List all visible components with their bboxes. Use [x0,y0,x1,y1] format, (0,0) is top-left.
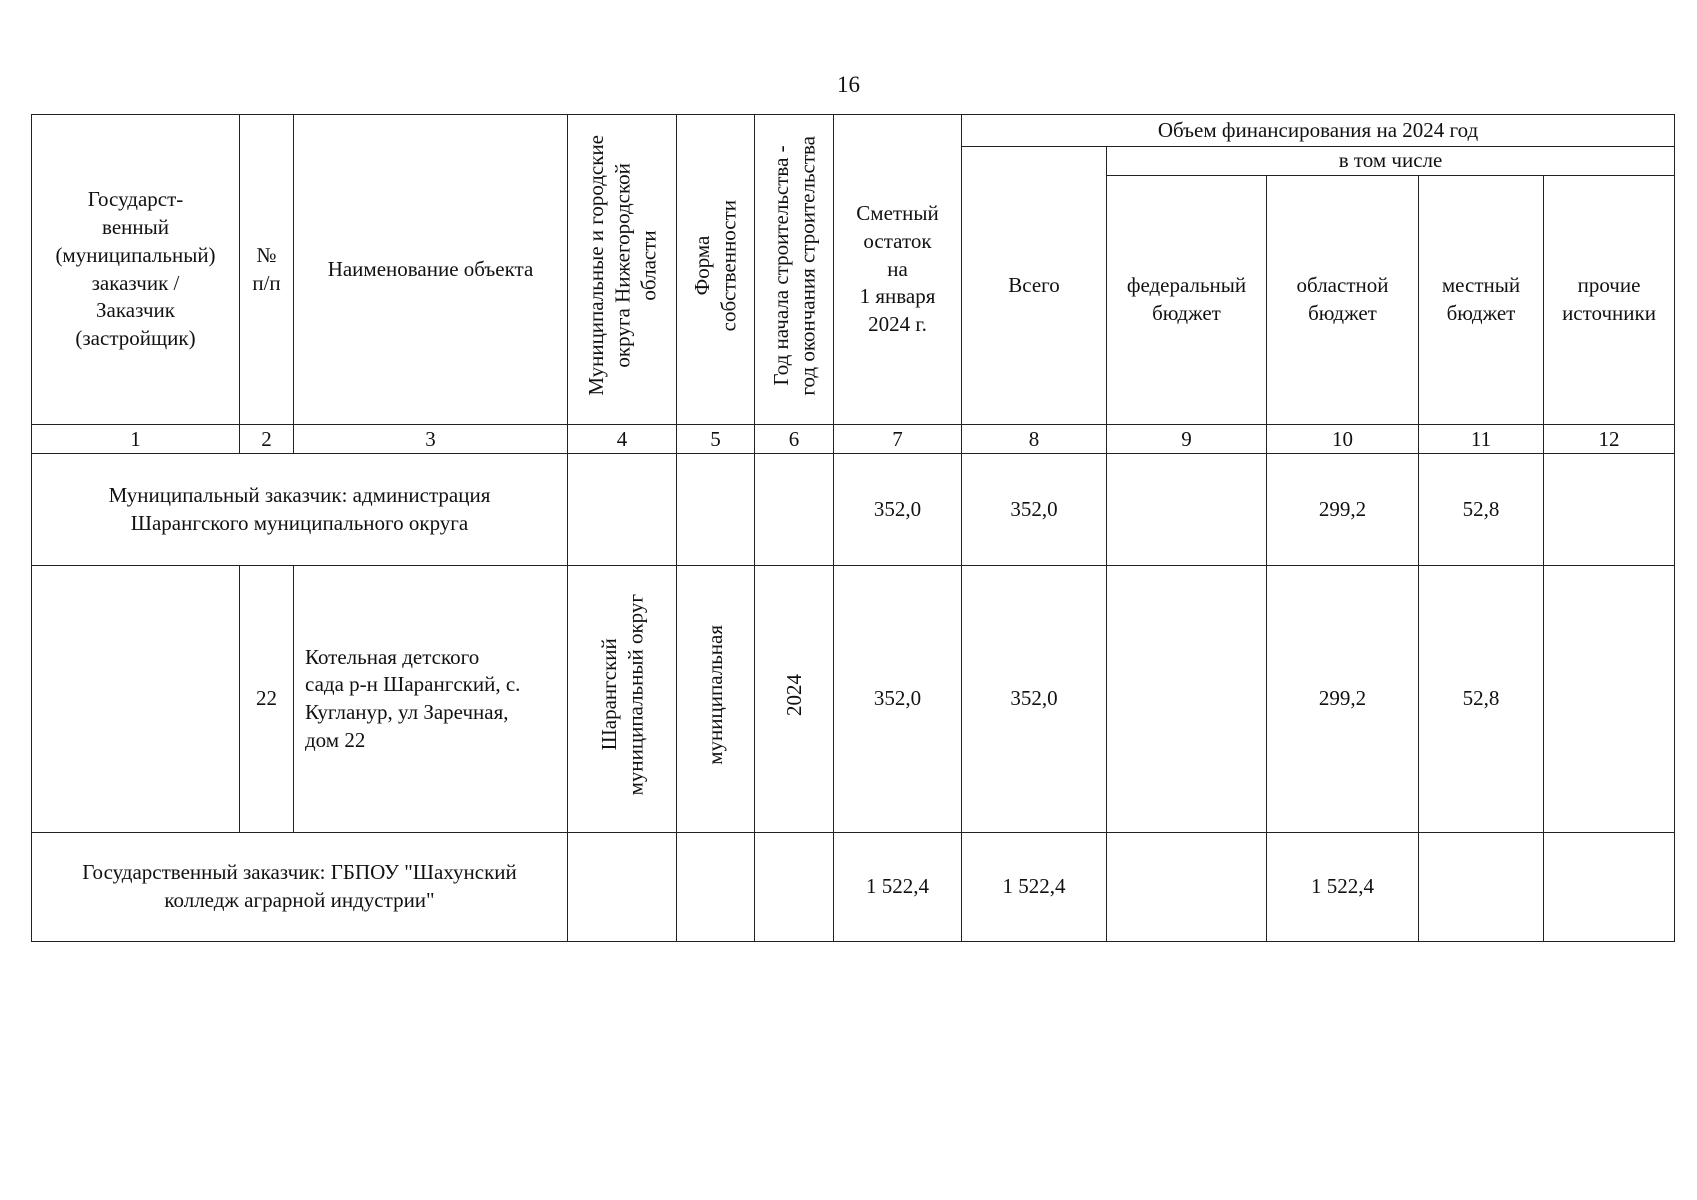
column-number: 3 [294,425,568,454]
empty-cell [677,454,755,566]
header-remaining: Сметный остаток на 1 января 2024 г. [834,115,962,425]
other-value [1544,454,1675,566]
column-number: 9 [1107,425,1267,454]
column-number: 12 [1544,425,1675,454]
column-number: 4 [568,425,677,454]
financing-table [31,114,1675,942]
municipal-customer-label: Муниципальный заказчик: администрация Шарангского муниципального округа [32,454,568,566]
federal-value [1107,566,1267,833]
empty-cell [755,833,834,942]
header-customer: Государст- венный (муниципальный) заказчик / Заказчик (застройщик) [32,115,240,425]
regional-value: 299,2 [1267,566,1419,833]
federal-value [1107,454,1267,566]
column-number: 2 [240,425,294,454]
column-number: 5 [677,425,755,454]
page-number: 16 [837,72,860,97]
table-row [32,566,1675,833]
object-ownership: муниципальная [677,566,755,833]
table-row [32,833,1675,942]
column-number: 6 [755,425,834,454]
header-years: Год начала строительства - год окончания строительства [755,115,834,425]
total-value: 352,0 [962,454,1107,566]
local-value: 52,8 [1419,454,1544,566]
header-including: в том числе [1107,147,1675,176]
remaining-value: 352,0 [834,566,962,833]
total-value: 352,0 [962,566,1107,833]
state-customer-label: Государственный заказчик: ГБПОУ "Шахунский колледж аграрной индустрии" [32,833,568,942]
remaining-value: 1 522,4 [834,833,962,942]
empty-cell [568,833,677,942]
other-value [1544,833,1675,942]
header-funding: Объем финансирования на 2024 год [962,115,1675,147]
object-number: 22 [240,566,294,833]
table-row [32,454,1675,566]
header-municipality: Муниципальные и городские округа Нижегородской области [568,115,677,425]
empty-cell [677,833,755,942]
total-value: 1 522,4 [962,833,1107,942]
header-regional: областной бюджет [1267,176,1419,425]
column-number: 8 [962,425,1107,454]
remaining-value: 352,0 [834,454,962,566]
column-number: 7 [834,425,962,454]
header-federal: федеральный бюджет [1107,176,1267,425]
header-ownership: Форма собственности [677,115,755,425]
object-years: 2024 [755,566,834,833]
local-value: 52,8 [1419,566,1544,833]
empty-cell [32,566,240,833]
empty-cell [755,454,834,566]
header-other: прочие источники [1544,176,1675,425]
object-municipality: Шарангский муниципальный округ [568,566,677,833]
header-number: № п/п [240,115,294,425]
local-value [1419,833,1544,942]
header-object-name: Наименование объекта [294,115,568,425]
column-numbers-row [32,425,1675,454]
column-number: 1 [32,425,240,454]
federal-value [1107,833,1267,942]
header-total: Всего [962,147,1107,425]
object-name: Котельная детского сада р-н Шарангский, с. Кугланур, ул Заречная, дом 22 [294,566,568,833]
column-number: 10 [1267,425,1419,454]
regional-value: 1 522,4 [1267,833,1419,942]
header-local: местный бюджет [1419,176,1544,425]
empty-cell [568,454,677,566]
column-number: 11 [1419,425,1544,454]
regional-value: 299,2 [1267,454,1419,566]
other-value [1544,566,1675,833]
